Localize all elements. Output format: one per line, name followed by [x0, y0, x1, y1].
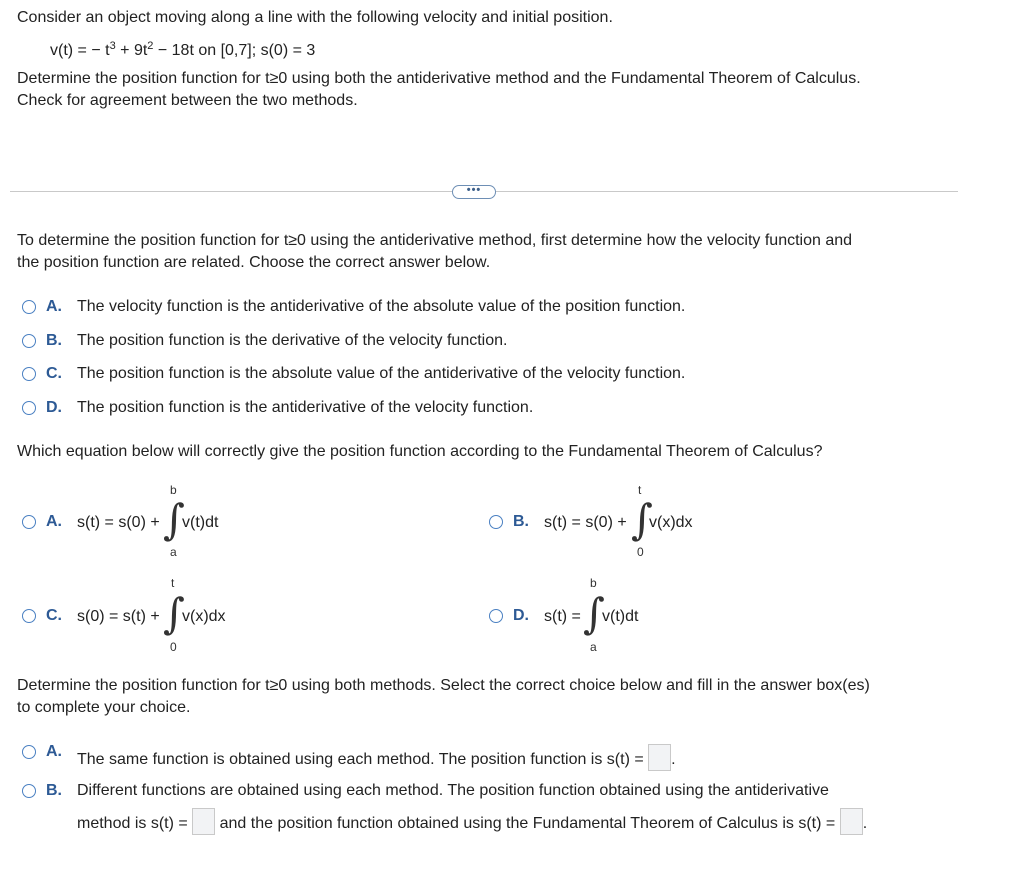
- integral-upper-limit: t: [171, 576, 175, 590]
- option-text: The position function is the absolute value of the antiderivative of the velocity function.: [77, 365, 686, 382]
- option-letter: C.: [46, 365, 62, 382]
- option-letter: A.: [46, 513, 62, 530]
- equation-lhs: s(0) = s(t) +: [77, 608, 160, 625]
- equation-lhs: s(t) = s(0) +: [544, 514, 627, 531]
- integral-upper-limit: b: [170, 483, 177, 497]
- radio-q2-a[interactable]: [22, 515, 36, 529]
- integral-upper-limit: b: [590, 576, 597, 590]
- option-text: The position function is the antiderivative of the velocity function.: [77, 399, 534, 416]
- option-b-ftc-label: and the position function obtained using the Fundamental Theorem of Calculus is s(t) =: [219, 815, 836, 832]
- more-button[interactable]: •••: [452, 185, 496, 199]
- option-a-statement: The same function is obtained using each method. The position function is s(t) =: [77, 751, 644, 768]
- integrand: v(t)dt: [182, 514, 219, 531]
- radio-q3-b[interactable]: [22, 784, 36, 798]
- answer-box-antiderivative[interactable]: [192, 808, 215, 835]
- question3-text-line1: Determine the position function for t≥0 using both methods. Select the correct choice below and fill in the answer box(es): [17, 677, 870, 694]
- problem-instruction-line1: Determine the position function for t≥0 using both the antiderivative method and the Fundamental Theorem of Calculus.: [17, 70, 861, 87]
- integral-lower-limit: a: [170, 545, 177, 559]
- option-text: [77, 744, 676, 771]
- velocity-prefix: v(t) = − t: [50, 42, 110, 59]
- integral-symbol: ∫: [163, 589, 185, 638]
- option-letter: C.: [46, 607, 62, 624]
- integral-lower-limit: a: [590, 640, 597, 654]
- option-b-line1: Different functions are obtained using each method. The position function obtained using the antiderivative: [77, 782, 829, 799]
- equation-lhs: s(t) =: [544, 608, 581, 625]
- option-letter: D.: [513, 607, 529, 624]
- option-text: The velocity function is the antiderivative of the absolute value of the position function.: [77, 298, 686, 315]
- option-letter: B.: [46, 782, 62, 799]
- problem-intro: Consider an object moving along a line with the following velocity and initial position.: [17, 9, 613, 26]
- integral-symbol: ∫: [163, 495, 185, 544]
- question2-text: Which equation below will correctly give the position function according to the Fundamental Theorem of Calculus?: [17, 443, 823, 460]
- option-letter: D.: [46, 399, 62, 416]
- velocity-suffix: − 18t on [0,7]; s(0) = 3: [153, 42, 316, 59]
- velocity-equation: [50, 42, 315, 60]
- velocity-mid: + 9t: [115, 42, 148, 59]
- integral-upper-limit: t: [638, 483, 642, 497]
- velocity-exp1: 3: [109, 40, 116, 52]
- option-b-line2: [77, 808, 867, 835]
- option-text: The position function is the derivative of the velocity function.: [77, 332, 508, 349]
- integrand: v(t)dt: [602, 608, 639, 625]
- integral-symbol: ∫: [583, 589, 605, 638]
- integrand: v(x)dx: [182, 608, 226, 625]
- integrand: v(x)dx: [649, 514, 693, 531]
- option-letter: B.: [513, 513, 529, 530]
- radio-q1-c[interactable]: [22, 367, 36, 381]
- radio-q2-d[interactable]: [489, 609, 503, 623]
- integral-lower-limit: 0: [170, 640, 177, 654]
- velocity-exp2: 2: [147, 40, 154, 52]
- option-letter: B.: [46, 332, 62, 349]
- radio-q1-a[interactable]: [22, 300, 36, 314]
- question3-text-line2: to complete your choice.: [17, 699, 191, 716]
- period: .: [862, 815, 868, 832]
- radio-q2-b[interactable]: [489, 515, 503, 529]
- option-letter: A.: [46, 298, 62, 315]
- radio-q2-c[interactable]: [22, 609, 36, 623]
- question1-text-line2: the position function are related. Choose the correct answer below.: [17, 254, 491, 271]
- question1-text-line1: To determine the position function for t≥0 using the antiderivative method, first determine how the velocity function and: [17, 232, 853, 249]
- integral-lower-limit: 0: [637, 545, 644, 559]
- radio-q1-d[interactable]: [22, 401, 36, 415]
- answer-box-same-function[interactable]: [648, 744, 671, 771]
- integral-symbol: ∫: [631, 495, 653, 544]
- equation-lhs: s(t) = s(0) +: [77, 514, 160, 531]
- option-letter: A.: [46, 743, 62, 760]
- period: .: [671, 751, 676, 768]
- problem-instruction-line2: Check for agreement between the two methods.: [17, 92, 358, 109]
- answer-box-ftc[interactable]: [840, 808, 863, 835]
- radio-q1-b[interactable]: [22, 334, 36, 348]
- option-b-antiderivative-label: method is s(t) =: [77, 815, 188, 832]
- radio-q3-a[interactable]: [22, 745, 36, 759]
